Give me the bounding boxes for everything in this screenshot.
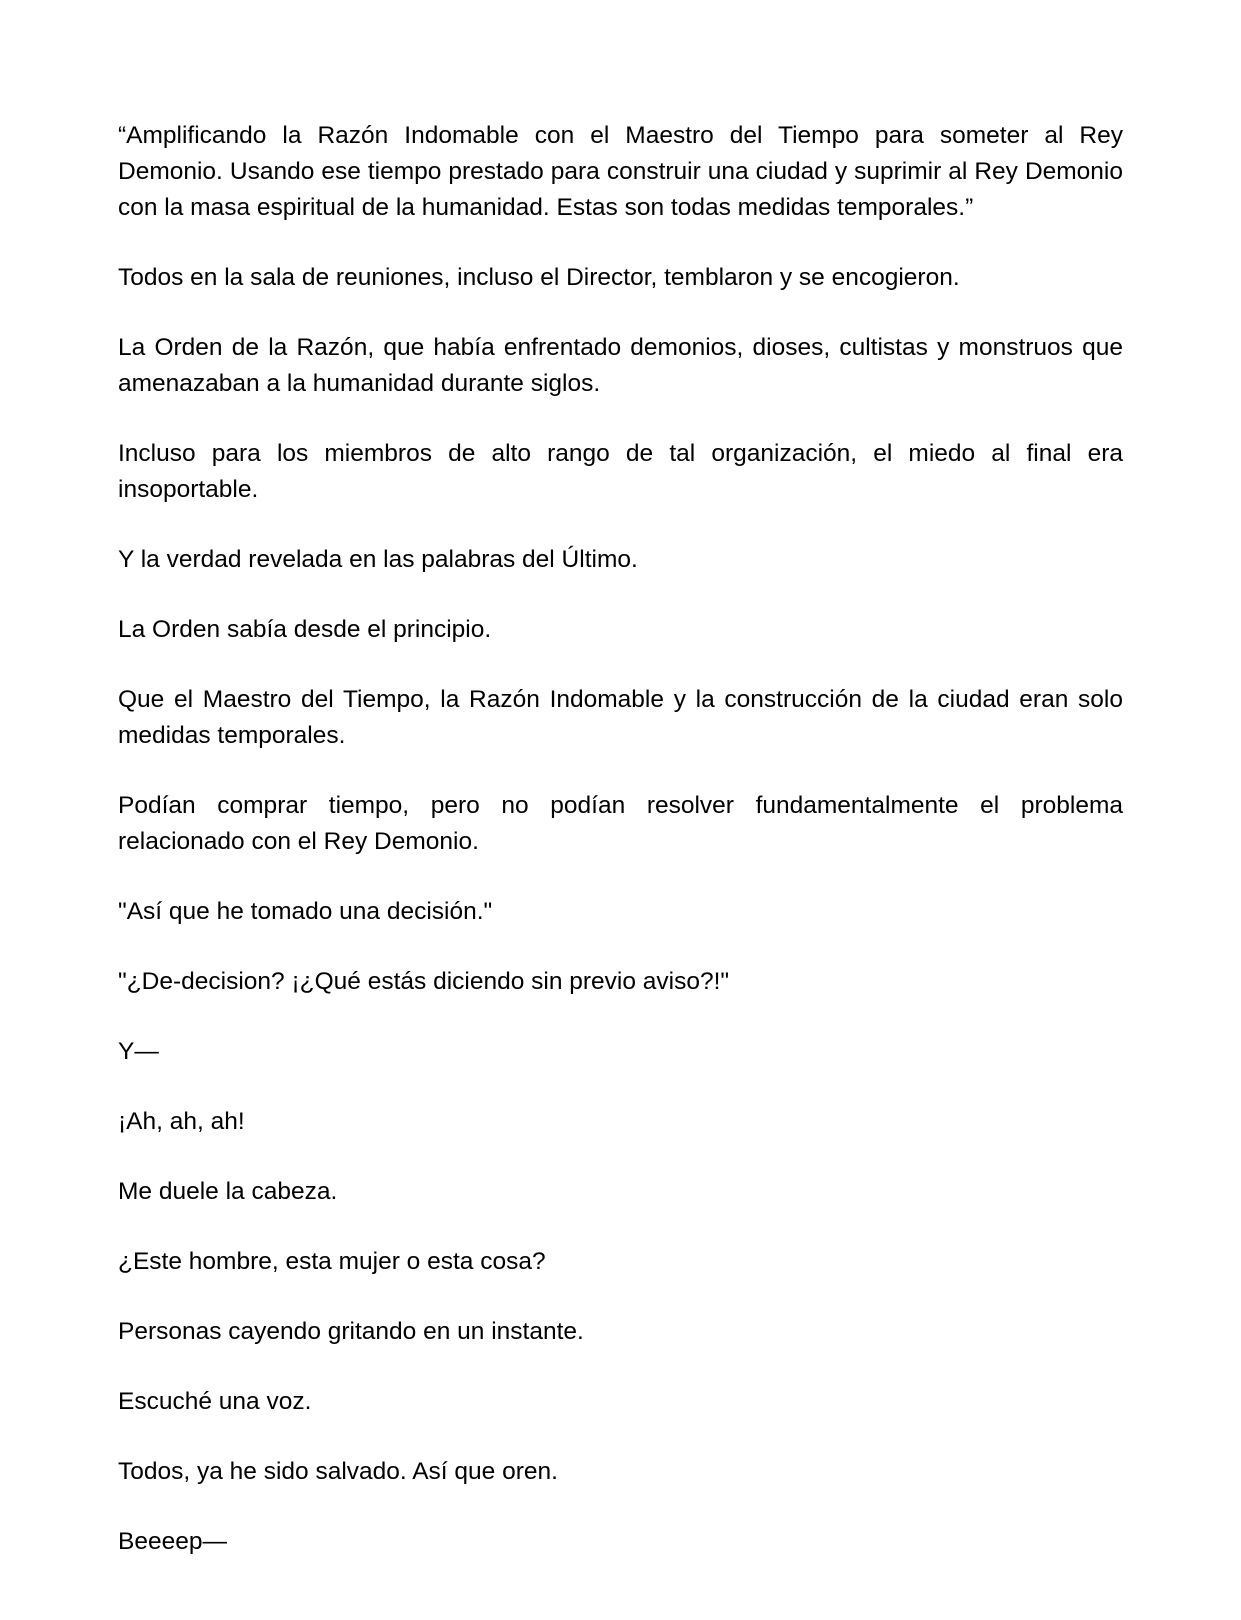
paragraph-10: "¿De-decision? ¡¿Qué estás diciendo sin previo aviso?!" xyxy=(118,968,730,995)
paragraph-2: Todos en la sala de reuniones, incluso el Director, temblaron y se encogieron. xyxy=(118,264,960,291)
paragraph-15: Personas cayendo gritando en un instante. xyxy=(118,1318,584,1345)
paragraph-3: La Orden de la Razón, que había enfrentado demonios, dioses, cultistas y monstruos que amenazaban a la humanidad durante siglos. xyxy=(118,334,1123,397)
paragraph-13: Me duele la cabeza. xyxy=(118,1178,338,1205)
paragraph-17: Todos, ya he sido salvado. Así que oren. xyxy=(118,1458,558,1485)
paragraph-4: Incluso para los miembros de alto rango de tal organización, el miedo al final era insoportable. xyxy=(118,440,1123,503)
document-body xyxy=(118,118,1123,1594)
paragraph-14: ¿Este hombre, esta mujer o esta cosa? xyxy=(118,1248,546,1275)
paragraph-11: Y— xyxy=(118,1038,159,1065)
paragraph-7: Que el Maestro del Tiempo, la Razón Indomable y la construcción de la ciudad eran solo medidas temporales. xyxy=(118,686,1123,749)
paragraph-6: La Orden sabía desde el principio. xyxy=(118,616,492,643)
paragraph-12: ¡Ah, ah, ah! xyxy=(118,1108,245,1135)
paragraph-18: Beeeep— xyxy=(118,1528,227,1555)
paragraph-16: Escuché una voz. xyxy=(118,1388,312,1415)
paragraph-1: “Amplificando la Razón Indomable con el Maestro del Tiempo para someter al Rey Demonio. Usando ese tiempo prestado para construir una ciudad y suprimir al Rey Demonio con la masa espiritual de la humanidad. Estas son todas medidas temporales.” xyxy=(118,122,1123,221)
paragraph-9: "Así que he tomado una decisión." xyxy=(118,898,493,925)
paragraph-5: Y la verdad revelada en las palabras del Último. xyxy=(118,546,638,573)
paragraph-8: Podían comprar tiempo, pero no podían resolver fundamentalmente el problema relacionado con el Rey Demonio. xyxy=(118,792,1123,855)
